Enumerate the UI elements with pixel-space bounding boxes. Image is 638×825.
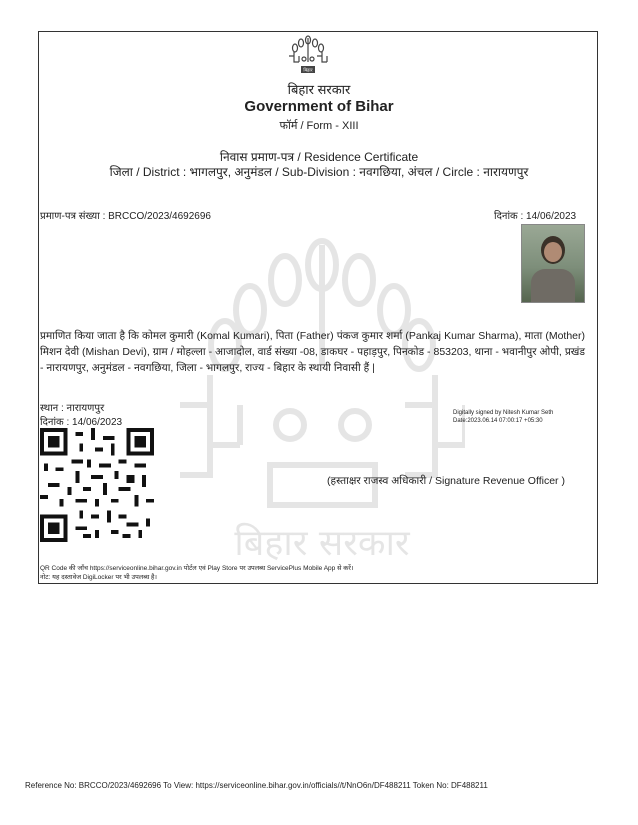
- certificate-body: [40, 328, 585, 376]
- place: स्थान : नारायणपुर: [40, 403, 105, 414]
- digital-signature-name: Digitally signed by Nitesh Kumar Seth: [453, 410, 554, 416]
- bihar-emblem-icon: [286, 34, 330, 76]
- watermark-text: बिहार सरकार: [234, 523, 410, 564]
- location-line: जिला / District : भागलपुर, अनुमंडल / Sub-Division : नवगछिया, अंचल / Circle : नारायणपुर: [109, 165, 529, 179]
- emblem-text: बिहार: [303, 68, 313, 74]
- certificate-text: प्रमाणित किया जाता है कि कोमल कुमारी (Komal Kumari), पिता (Father) पंकज कुमार शर्मा (Pankaj Kumar Sharma), माता (Mother) मिशन देवी (Mishan Devi), ग्राम / मोहल्ला - आजादोल, वार्ड संख्या -08, डाकघर - पहाड़पुर, पिनकोड - 853203, थाना - भवानीपुर ओपी, प्रखंड - नारायणपुर, अनुमंडल - नवगछिया, जिला - भागलपुर, राज्य - बिहार के स्थायी निवासी हैं |: [40, 330, 585, 374]
- govt-hindi: बिहार सरकार: [287, 82, 351, 97]
- qr-verification-note: QR Code की जाँच https://serviceonline.bihar.gov.in पोर्टल एवं Play Store पर उपलब्ध ServicePlus Mobile App से करें।: [40, 565, 354, 572]
- qr-code-icon[interactable]: [40, 428, 154, 542]
- govt-english: Government of Bihar: [244, 98, 394, 115]
- signature-revenue-officer: (हस्ताक्षर राजस्व अधिकारी / Signature Revenue Officer ): [327, 475, 565, 487]
- applicant-photo: [521, 224, 585, 303]
- digilocker-note: नोट: यह दस्तावेज DigiLocker पर भी उपलब्ध है।: [40, 574, 157, 581]
- certificate-title: निवास प्रमाण-पत्र / Residence Certificate: [219, 150, 419, 164]
- issue-date: दिनांक : 14/06/2023: [494, 211, 577, 222]
- reference-footer: Reference No: BRCCO/2023/4692696 To View: https://serviceonline.bihar.gov.in/officials//t/NnO6n/DF488211 Token No: DF488211: [25, 781, 488, 790]
- digital-signature: [453, 409, 553, 425]
- form-number: फॉर्म / Form - XIII: [279, 120, 359, 132]
- digital-signature-date: Date:2023.06.14 07:00:17 +05:30: [453, 418, 543, 424]
- bihar-emblem-watermark: [180, 225, 465, 565]
- footer-date: दिनांक : 14/06/2023: [40, 417, 123, 428]
- certificate-number: प्रमाण-पत्र संख्या : BRCCO/2023/4692696: [40, 211, 211, 222]
